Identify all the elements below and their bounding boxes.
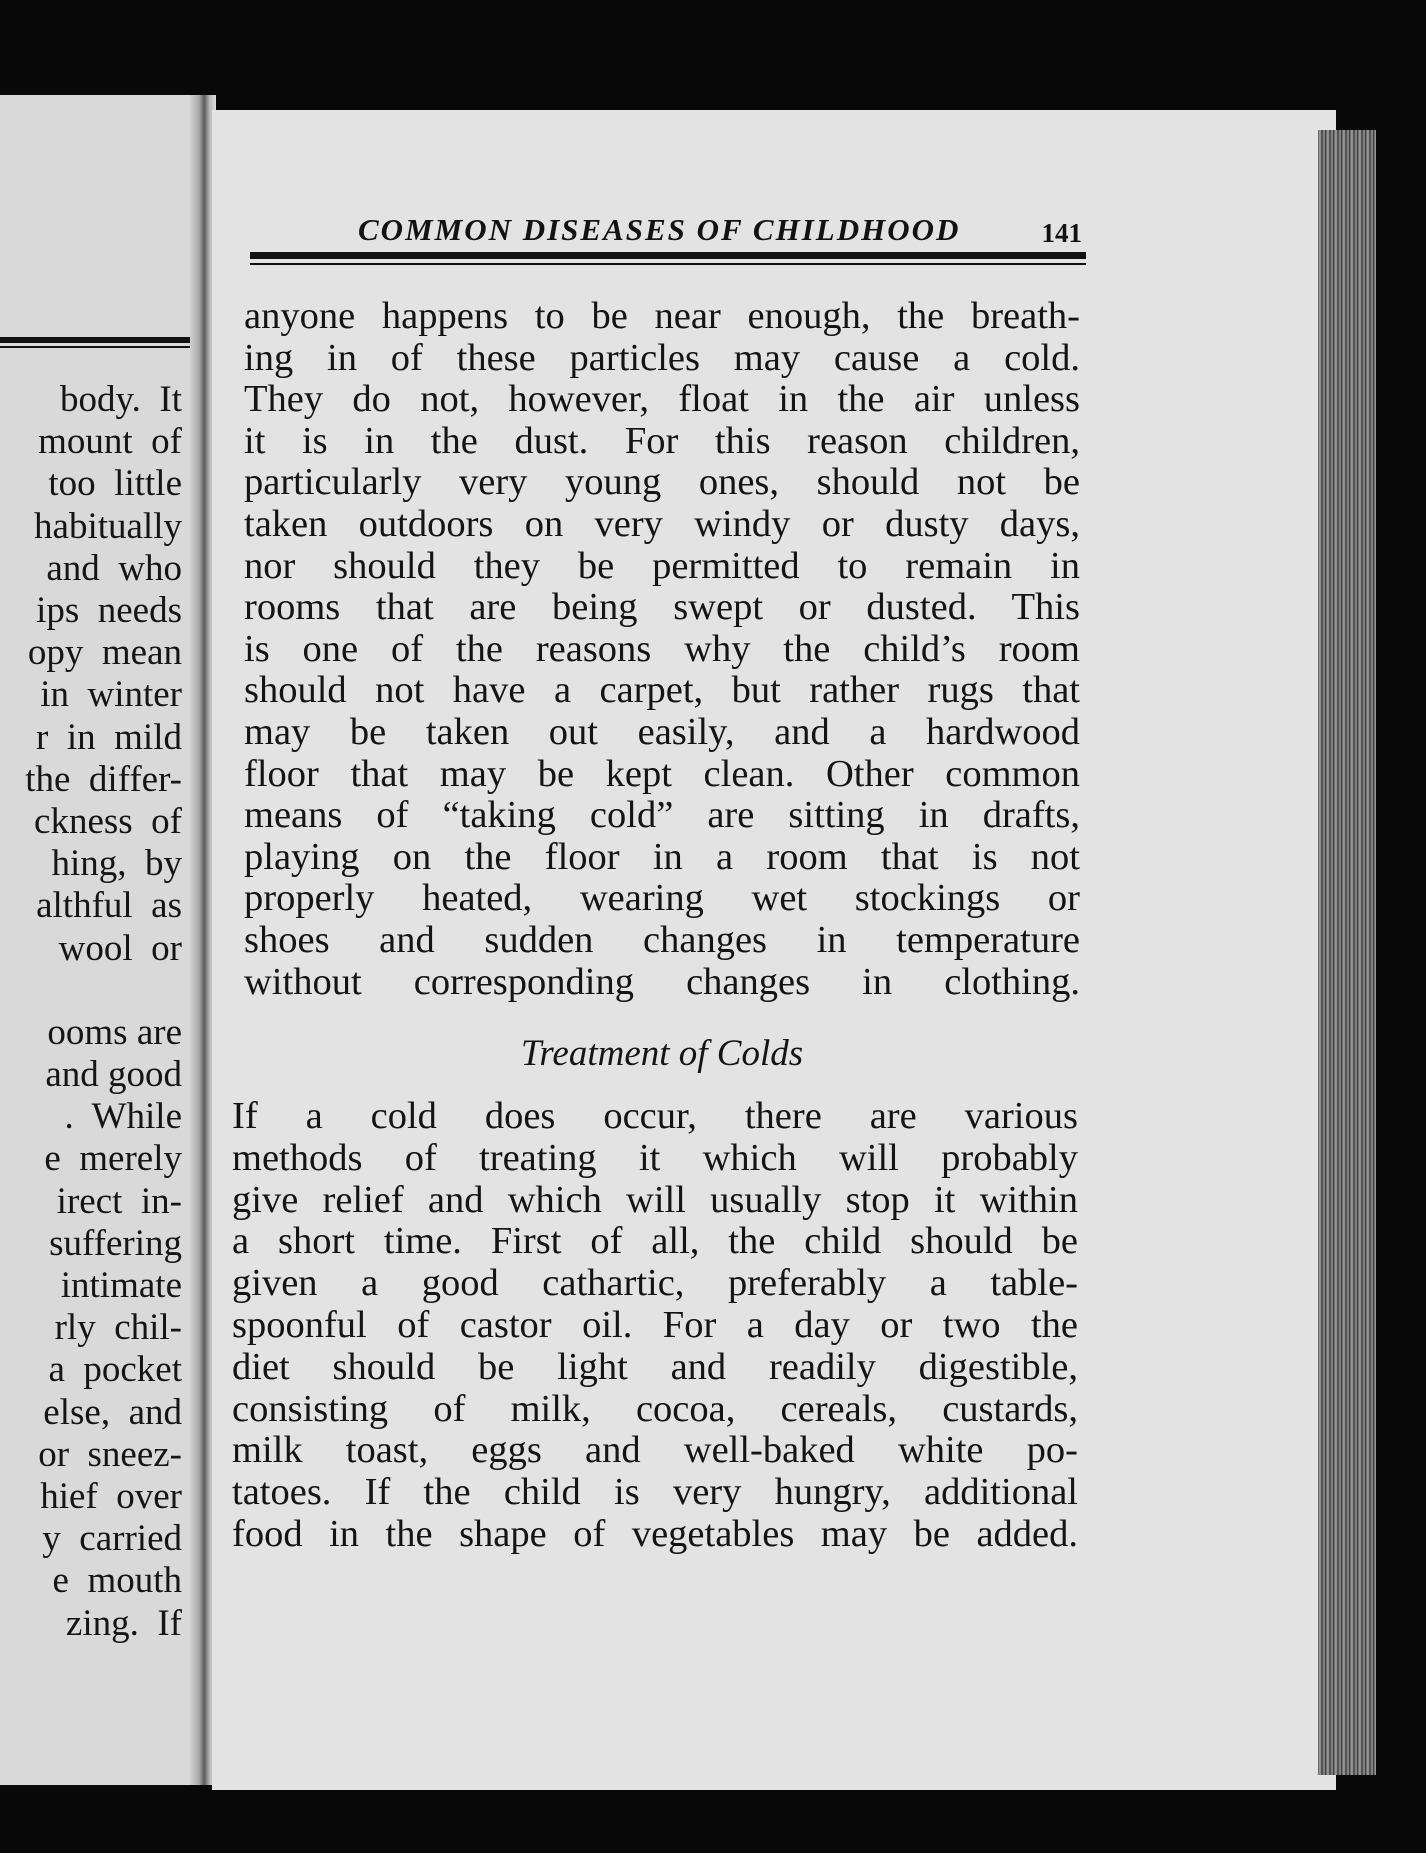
text-line: means of “taking cold” are sitting in drafts, bbox=[244, 794, 1080, 837]
text-line: tatoes. If the child is very hungry, additional bbox=[232, 1471, 1078, 1514]
left-text-line: hing, by bbox=[51, 843, 182, 885]
page-number: 141 bbox=[1041, 218, 1082, 248]
left-text-line: zing. If bbox=[65, 1602, 182, 1644]
left-text-line: irect in- bbox=[56, 1180, 182, 1222]
text-line: given a good cathartic, preferably a table- bbox=[232, 1262, 1078, 1305]
section-subheading: Treatment of Colds bbox=[520, 1033, 804, 1074]
text-line: ing in of these particles may cause a cold. bbox=[244, 336, 1080, 379]
left-text-line: althful as bbox=[36, 885, 182, 927]
left-text-line: e mouth bbox=[52, 1560, 182, 1602]
text-line: methods of treating it which will probably bbox=[232, 1136, 1078, 1179]
text-line: playing on the floor in a room that is not bbox=[244, 835, 1080, 878]
text-line: food in the shape of vegetables may be added. bbox=[232, 1512, 1078, 1555]
left-text-line: hief over bbox=[40, 1476, 182, 1518]
text-line: particularly very young ones, should not be bbox=[244, 461, 1080, 504]
text-line: milk toast, eggs and well-baked white po- bbox=[232, 1429, 1078, 1472]
paragraph-1 bbox=[244, 296, 1080, 1003]
left-header-rule-thin bbox=[0, 346, 190, 348]
text-line: spoonful of castor oil. For a day or two the bbox=[232, 1303, 1078, 1346]
page-edges bbox=[1318, 130, 1376, 1775]
text-line: consisting of milk, cocoa, cereals, custards, bbox=[232, 1387, 1078, 1430]
left-text-line: a pocket bbox=[48, 1349, 182, 1391]
left-text-line: and good bbox=[45, 1054, 182, 1096]
left-text-line: e merely bbox=[44, 1138, 182, 1180]
text-line: taken outdoors on very windy or dusty days, bbox=[244, 502, 1080, 545]
left-text-line: body. It bbox=[60, 379, 182, 420]
left-text-line: ips needs bbox=[36, 590, 182, 632]
text-line: diet should be light and readily digestible, bbox=[232, 1345, 1078, 1388]
text-line: it is in the dust. For this reason children, bbox=[244, 419, 1080, 462]
left-text-line: wool or bbox=[58, 927, 182, 969]
left-text-line: intimate bbox=[60, 1265, 182, 1307]
text-line: nor should they be permitted to remain in bbox=[244, 544, 1080, 587]
left-text-line: the differ- bbox=[25, 758, 182, 800]
left-text-line: rly chil- bbox=[54, 1307, 182, 1349]
text-line: without corresponding changes in clothing. bbox=[244, 960, 1080, 1003]
left-text-line: and who bbox=[46, 547, 182, 589]
text-line: rooms that are being swept or dusted. This bbox=[244, 586, 1080, 629]
text-line: should not have a carpet, but rather rugs that bbox=[244, 669, 1080, 712]
left-text-line: suffering bbox=[49, 1222, 182, 1264]
left-text-line: r in mild bbox=[36, 716, 182, 758]
left-text-line: in winter bbox=[40, 674, 182, 716]
header-rule bbox=[250, 252, 1086, 259]
left-text-line: habitually bbox=[34, 505, 182, 547]
text-line: may be taken out easily, and a hardwood bbox=[244, 710, 1080, 753]
left-header-rule bbox=[0, 337, 190, 343]
text-line: a short time. First of all, the child should be bbox=[232, 1220, 1078, 1263]
left-text-line: ooms are bbox=[47, 1011, 182, 1053]
running-head: COMMON DISEASES OF CHILDHOOD bbox=[358, 212, 961, 247]
left-text-block-b bbox=[0, 1012, 182, 1645]
left-text-block-a bbox=[0, 379, 182, 970]
paragraph-2 bbox=[232, 1096, 1078, 1556]
left-text-line: . While bbox=[64, 1096, 182, 1138]
text-line: They do not, however, float in the air unless bbox=[244, 378, 1080, 421]
left-text-line: opy mean bbox=[27, 632, 182, 674]
left-text-line: y carried bbox=[42, 1518, 182, 1560]
left-text-line: else, and bbox=[43, 1391, 182, 1433]
left-page bbox=[0, 95, 196, 1785]
text-line: properly heated, wearing wet stockings or bbox=[244, 877, 1080, 920]
left-page-text bbox=[0, 379, 182, 1645]
text-line: If a cold does occur, there are various bbox=[232, 1095, 1078, 1137]
text-line: shoes and sudden changes in temperature bbox=[244, 918, 1080, 961]
left-text-line: or sneez- bbox=[38, 1433, 182, 1475]
left-text-line: ckness of bbox=[34, 801, 182, 843]
left-text-line: mount of bbox=[38, 421, 182, 463]
left-text-line: too little bbox=[48, 463, 182, 505]
text-line: floor that may be kept clean. Other common bbox=[244, 752, 1080, 795]
header-rule-thin bbox=[250, 263, 1086, 265]
text-line: anyone happens to be near enough, the breath- bbox=[244, 295, 1080, 337]
text-line: give relief and which will usually stop it within bbox=[232, 1178, 1078, 1221]
text-line: is one of the reasons why the child’s room bbox=[244, 627, 1080, 670]
